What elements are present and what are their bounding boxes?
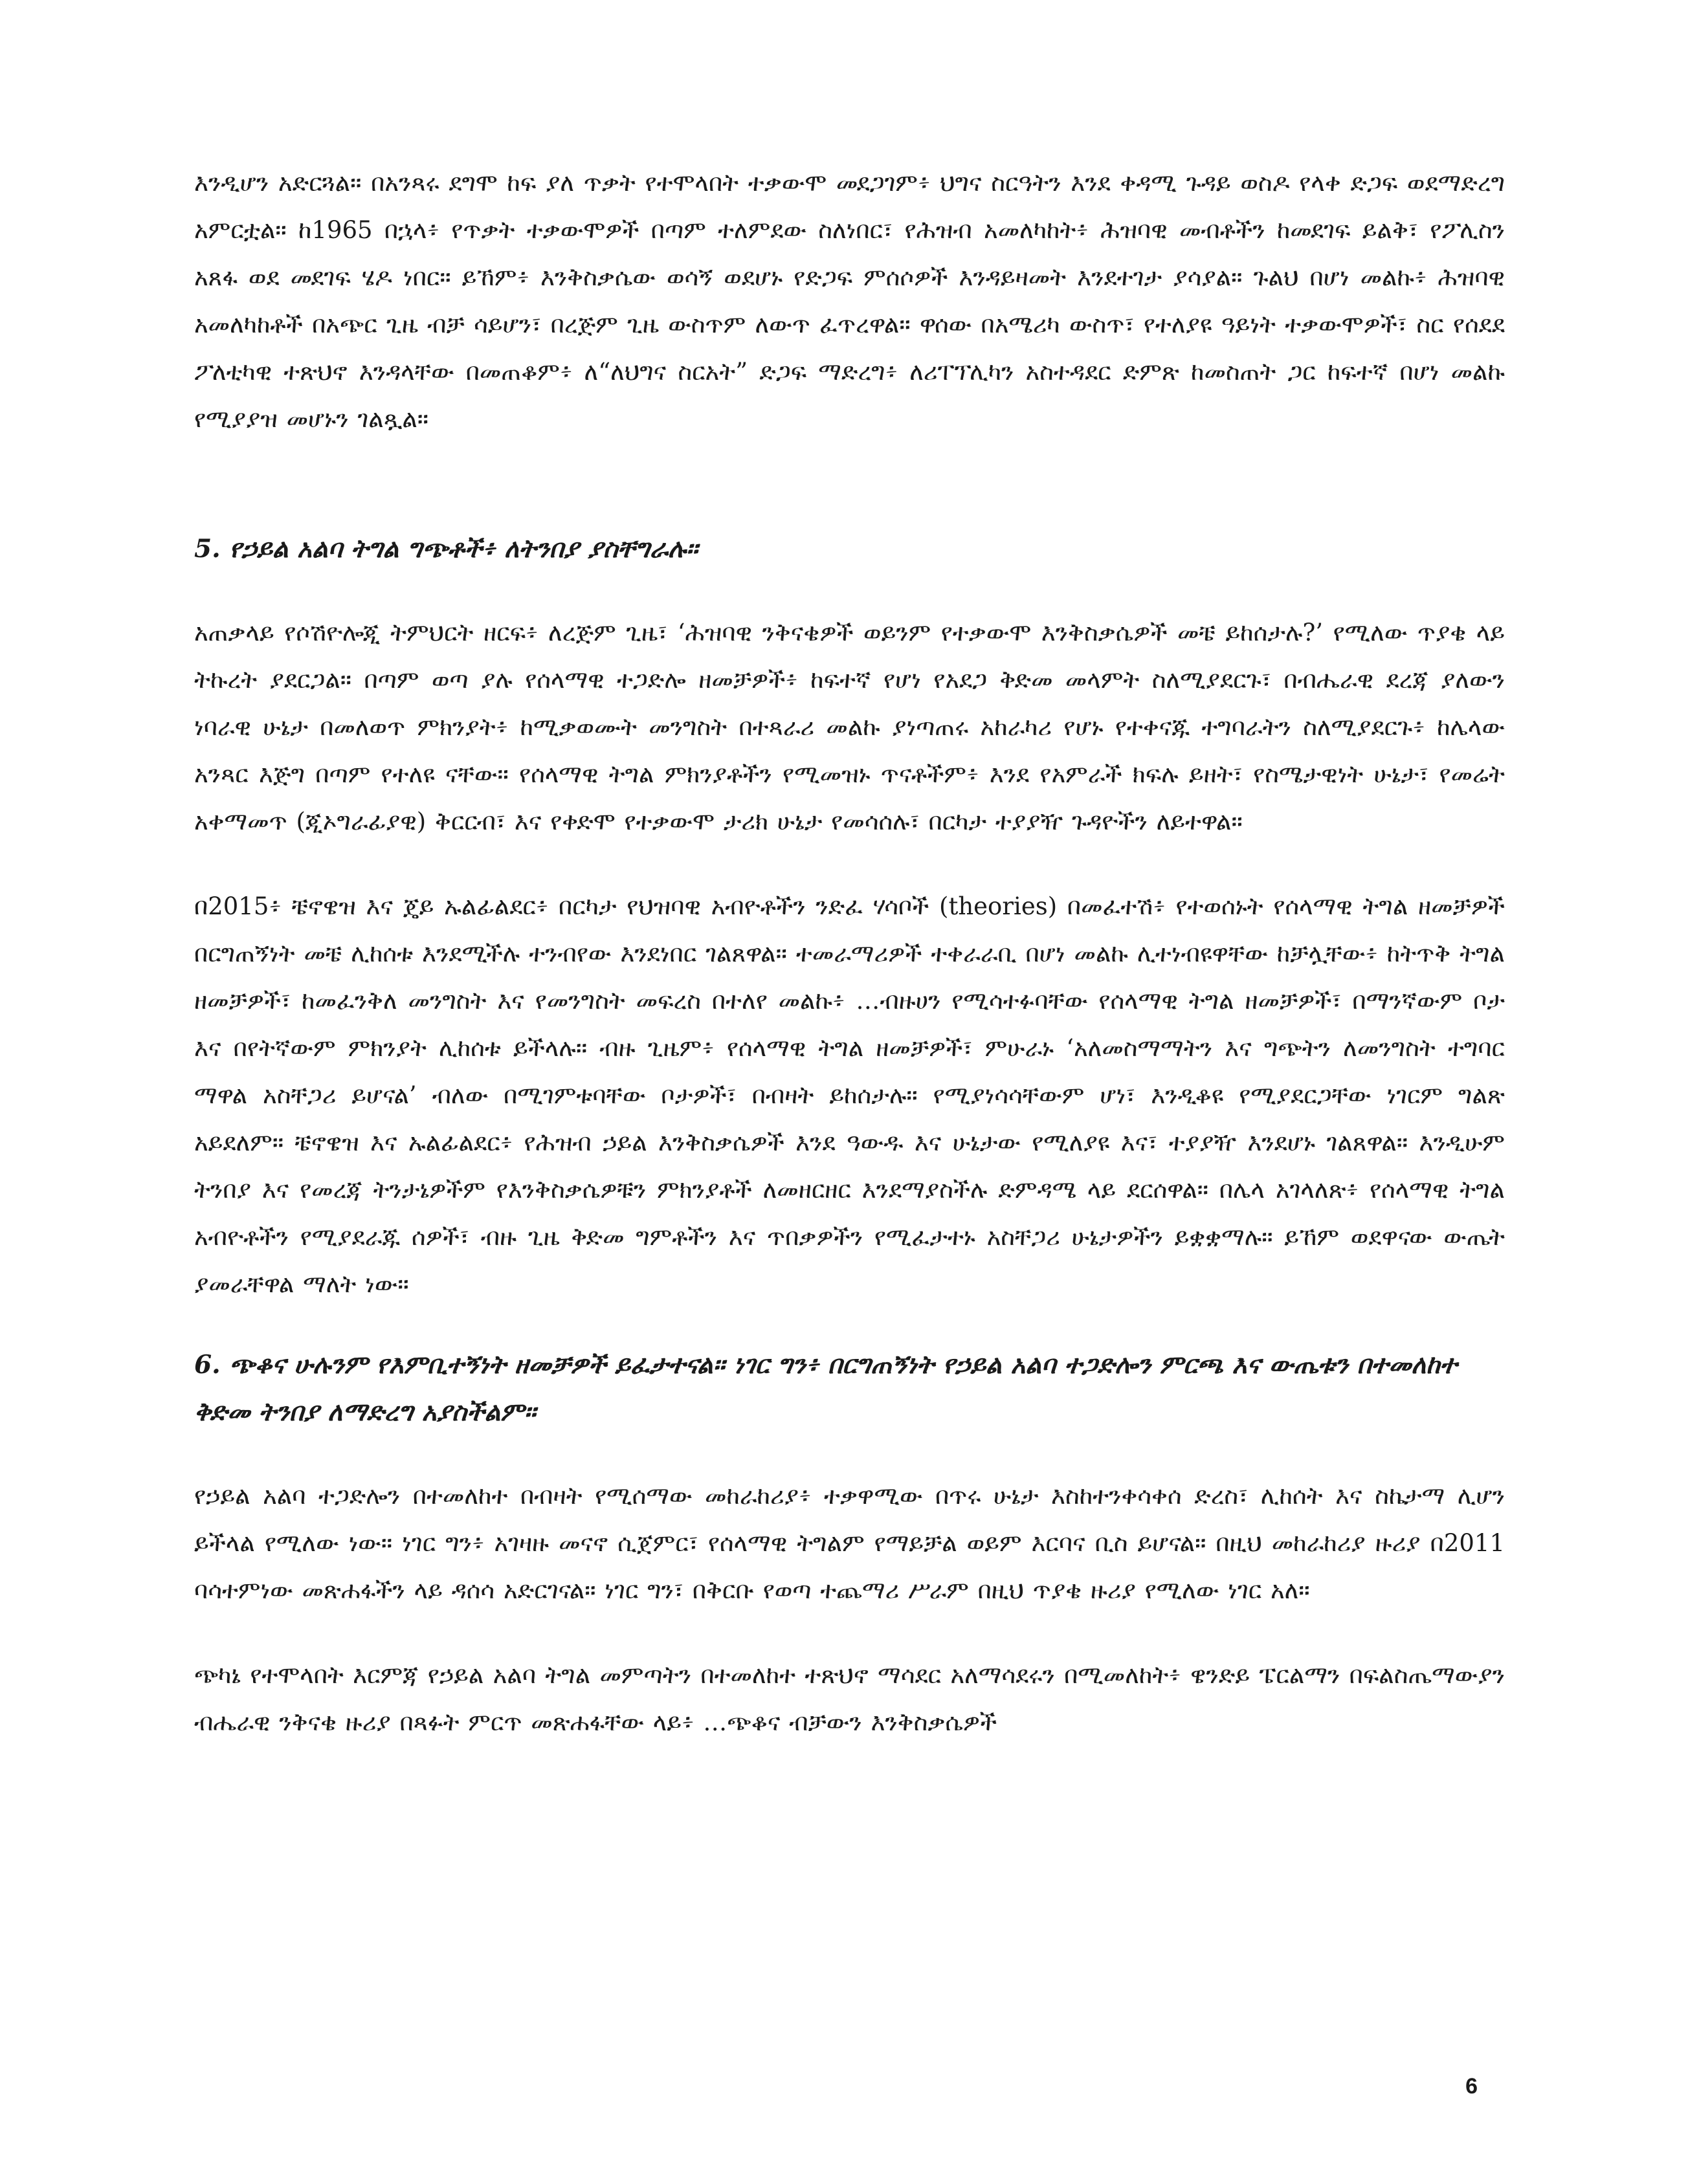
paragraph-pearlman: ጭካኔ የተሞላበት እርምጃ የኃይል አልባ ትግል መምጣትን በተመለከተ ተጽህኖ ማሳደር አለማሳደሩን በሚመለከት፥ ዌንድይ ፔርልማን በፍልስጤማውያን ብሔራዊ ንቅናቄ ዙሪያ በጻፉት ምርጥ መጽሐፋቸው ላይ፥ …ጭቆና ብቻውን እንቅስቃሴዎች — [194, 1661, 1505, 1736]
spacer — [194, 1436, 1505, 1472]
page-content — [194, 159, 1505, 1746]
paragraph-sociology: አጠቃላይ የሶሽዮሎጂ ትምህርት ዘርፍ፥ ለረጅም ጊዜ፣ ‘ሕዝባዊ ንቅናቄዎች ወይንም የተቃውሞ እንቅስቃሴዎች መቼ ይከሰታሉ?’ የሚለው ጥያቄ ላይ ትኩረት ያደርጋል። በጣም ወጣ ያሉ የሰላማዊ ተጋድሎ ዘመቻዎች፥ ከፍተኛ የሆነ የአደጋ ቅድመ መላምት ስለሚያደርጉ፣ በብሔራዊ ደረጃ ያለውን ነባራዊ ሁኔታ በመለወጥ ምክንያት፥ ከሚቃወሙት መንግስት በተጻራሪ መልኩ ያነጣጠሩ አከራካሪ የሆኑ የተቀናጁ ተግባራትን ስለሚያደርጉ፥ ከሌላው አንጻር እጅግ በጣም የተለዩ ናቸው። የሰላማዊ ትግል ምክንያቶችን የሚመዝኑ ጥናቶችም፥ እንደ የአምራች ክፍሉ ይዘት፣ የስሜታዊነት ሁኔታ፣ የመሬት አቀማመጥ (ጂኦግራፊያዊ) ቅርርብ፣ እና የቀድሞ የተቃውሞ ታሪክ ሁኔታ የመሳሰሉ፣ በርካታ ተያያዥ ጉዳዮችን ለይተዋል። — [194, 619, 1505, 835]
paragraph-public-opinion: እንዲሆን አድርጓል። በአንጻሩ ደግሞ ከፍ ያለ ጥቃት የተሞላበት ተቃውሞ መደጋገም፥ ህግና ስርዓትን እንደ ቀዳሚ ጉዳይ ወስዶ የላቀ ድጋፍ ወደማድረግ አምርቷል። ከ1965 በኋላ፥ የጥቃት ተቃውሞዎች በጣም ተለምደው ስለነበር፣ የሕዝብ አመለካከት፥ ሕዝባዊ መብቶችን ከመደገፍ ይልቅ፣ የፖሊስን አጸፋ ወደ መደገፍ ሄዶ ነበር። ይኸም፥ እንቅስቃሴው ወሳኝ ወደሆኑ የድጋፍ ምሰሶዎች እንዳይዛመት እንደተገታ ያሳያል። ጉልህ በሆነ መልኩ፥ ሕዝባዊ አመለካከቶች በአጭር ጊዜ ብቻ ሳይሆን፣ በረጅም ጊዜ ውስጥም ለውጥ ፈጥረዋል። ዋሰው በአሜሪካ ውስጥ፣ የተለያዩ ዓይነት ተቃውሞዎች፣ ስር የሰደደ ፖለቲካዊ ተጽህኖ እንዳላቸው በመጠቆም፥ ለ“ለህግና ስርአት” ድጋፍ ማድረግ፥ ለሪፐፕሊካን አስተዳደር ድምጽ ከመስጠት ጋር ከፍተኛ በሆነ መልኩ የሚያያዝ መሆኑን ገልጿል። — [194, 169, 1505, 433]
paragraph-chenoweth-ulfelder: በ2015፥ ቼኖዌዝ እና ጄይ ኡልፊልደር፥ በርካታ የህዝባዊ አብዮቶችን ንድፈ ሃሳቦች (theories) በመፈተሽ፥ የተወሰኑት የሰላማዊ ትግል ዘመቻዎች በርግጠኝነት መቼ ሊከሰቱ እንደሚችሉ ተንብየው እንደነበር ገልጸዋል። ተመራማሪዎች ተቀራራቢ በሆነ መልኩ ሊተነብዩዋቸው ከቻሏቸው፥ ከትጥቅ ትግል ዘመቻዎች፣ ከመፈንቅለ መንግስት እና የመንግስት መፍረስ በተለየ መልኩ፥ …ብዙሀን የሚሳተፉባቸው የሰላማዊ ትግል ዘመቻዎች፣ በማንኛውም ቦታ እና በየትኛውም ምክንያት ሊከሰቱ ይችላሉ። ብዙ ጊዜም፥ የሰላማዊ ትግል ዘመቻዎች፣ ምሁራኑ ‘አለመስማማትን እና ግጭትን ለመንግስት ተግባር ማዋል አስቸጋሪ ይሆናል’ ብለው በሚገምቱባቸው ቦታዎች፣ በብዛት ይከሰታሉ። የሚያነሳሳቸውም ሆነ፣ እንዲቆዩ የሚያደርጋቸው ነገርም ግልጽ አይደለም። ቼኖዌዝ እና ኡልፊልደር፥ የሕዝብ ኃይል እንቅስቃሴዎች እንደ ዓውዱ እና ሁኔታው የሚለያዩ እና፣ ተያያዥ እንደሆኑ ገልጸዋል። እንዲሁም ትንበያ እና የመረጃ ትንታኔዎችም የእንቅስቃሴዎቹን ምክንያቶች ለመዘርዘር እንደማያስችሉ ድምዳሜ ላይ ደርሰዋል። በሌላ አገላለጽ፥ የሰላማዊ ትግል አብዮቶችን የሚያደራጁ ሰዎች፣ ብዙ ጊዜ ቅድመ ግምቶችን እና ጥበቃዎችን የሚፈታተኑ አስቸጋሪ ሁኔታዎችን ይቋቋማሉ። ይኸም ወደዋናው ውጤት ያመራቸዋል ማለት ነው። — [194, 892, 1505, 1298]
spacer — [194, 443, 1505, 525]
page-number: 6 — [1465, 2074, 1478, 2099]
spacer — [194, 573, 1505, 609]
spacer — [194, 1614, 1505, 1651]
section-heading-6: 6. ጭቆና ሁሉንም የእምቢተኝነት ዘመቻዎች ይፈታተናል። ነገር ግን፥ በርግጠኝነት የኃይል አልባ ተጋድሎን ምርጫ እና ውጤቱን በተመለከተ ቅድመ ትንበያ ለማድረግ አያስችልም። — [194, 1350, 1458, 1427]
spacer — [194, 845, 1505, 883]
paragraph-repression-argument: የኃይል አልባ ተጋድሎን በተመለከተ በብዛት የሚሰማው መከራከሪያ፥ ተቃዋሚው በጥሩ ሁኔታ እስከተንቀሳቀሰ ድረስ፣ ሊከሰት እና ስኬታማ ሊሆን ይችላል የሚለው ነው። ነገር ግን፥ አገዛዙ መናኖ ሲጀምር፣ የሰላማዊ ትግልም የማይቻል ወይም እርባና ቢስ ይሆናል። በዚህ መከራከሪያ ዙሪያ በ2011 ባሳተምነው መጽሐፋችን ላይ ዳሰሳ አድርገናል። ነገር ግን፣ በቅርቡ የወጣ ተጨማሪ ሥራም በዚህ ጥያቄ ዙሪያ የሚለው ነገር አለ። — [194, 1482, 1505, 1604]
section-heading-5: 5. የኃይል አልባ ትግል ግጭቶች፥ ለትንበያ ያስቸግራሉ። — [194, 534, 698, 564]
spacer — [194, 1308, 1505, 1341]
